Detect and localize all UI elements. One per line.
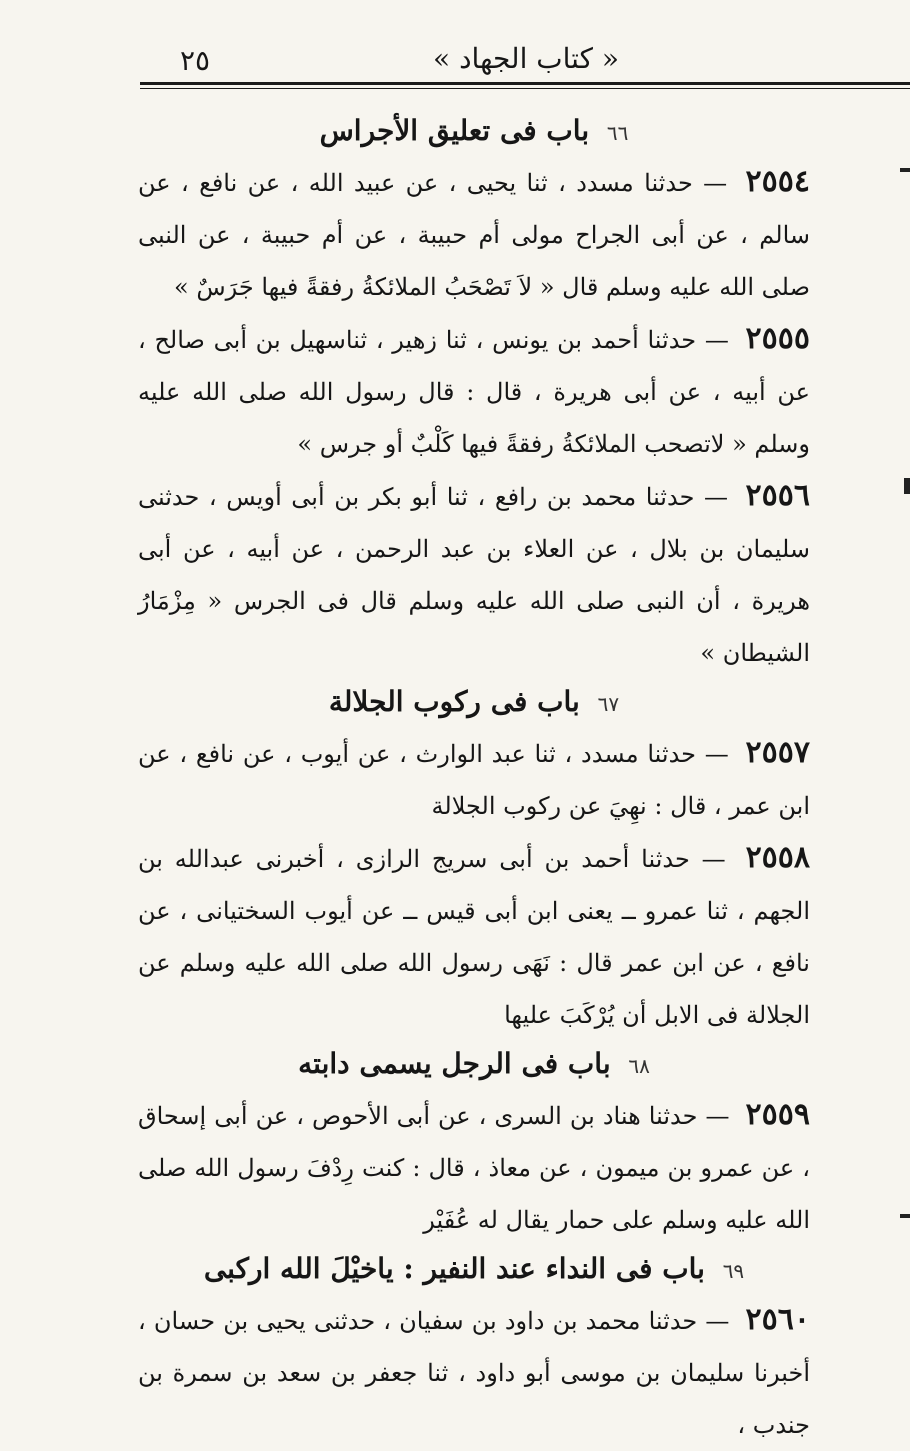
page-header bbox=[140, 36, 910, 82]
hadith-number: ٢٥٥٩ bbox=[745, 1097, 810, 1132]
hadith-number: ٢٥٥٥ bbox=[745, 321, 810, 356]
chapter-heading bbox=[138, 1041, 810, 1089]
chapter-title: باب فى تعليق الأجراس bbox=[319, 114, 590, 147]
hadith-number: ٢٥٥٦ bbox=[745, 478, 810, 513]
chapter-number: ٦٨ bbox=[628, 1054, 650, 1078]
hadith-text: — حدثنا أحمد بن أبى سريج الرازى ، أخبرنى عبدالله بن الجهم ، ثنا عمرو ــ يعنى ابن أبى قيس ــ عن أيوب السختيانى ، عن نافع ، عن ابن عمر قال : نَهَى رسول الله صلى الله عليه وسلم عن الجلالة فى الابل أن يُرْكَبَ عليها bbox=[138, 845, 810, 1029]
hadith-paragraph bbox=[138, 156, 810, 313]
chapter-title: باب فى الرجل يسمى دابته bbox=[298, 1047, 611, 1080]
page-body bbox=[138, 108, 810, 1451]
hadith-text: — حدثنا محمد بن رافع ، ثنا أبو بكر بن أبى أويس ، حدثنى سليمان بن بلال ، عن العلاء بن عبد الرحمن ، عن أبيه ، عن أبى هريرة ، أن النبى صلى الله عليه وسلم قال فى الجرس « مِزْمَارُ الشيطان » bbox=[138, 483, 810, 667]
scan-margin-mark bbox=[904, 478, 910, 494]
chapter-number: ٦٦ bbox=[606, 121, 629, 145]
hadith-text: — حدثنا مسدد ، ثنا يحيى ، عن عبيد الله ، عن نافع ، عن سالم ، عن أبى الجراح مولى أم حبيبة ، عن أم حبيبة ، عن النبى صلى الله عليه وسلم قال « لاَ تَصْحَبُ الملائكةُ رفقةً فيها جَرَسٌ » bbox=[138, 169, 810, 301]
chapter-heading bbox=[138, 108, 810, 156]
hadith-paragraph bbox=[138, 313, 810, 470]
hadith-number: ٢٥٥٧ bbox=[745, 735, 810, 770]
hadith-text: — حدثنا محمد بن داود بن سفيان ، حدثنى يحيى بن حسان ، أخبرنا سليمان بن موسى أبو داود ، ثنا جعفر بن سعد بن سمرة بن جندب ، bbox=[138, 1307, 811, 1439]
chapter-heading bbox=[138, 679, 810, 727]
chapter-number: ٦٩ bbox=[722, 1259, 745, 1283]
hadith-number: ٢٥٥٤ bbox=[745, 164, 810, 199]
chapter-number: ٦٧ bbox=[597, 692, 620, 716]
hadith-number: ٢٥٦٠ bbox=[745, 1302, 810, 1337]
hadith-paragraph bbox=[138, 727, 810, 832]
header-rule-thick bbox=[140, 82, 910, 85]
hadith-number: ٢٥٥٨ bbox=[745, 840, 811, 875]
hadith-text: — حدثنا هناد بن السرى ، عن أبى الأحوص ، عن أبى إسحاق ، عن عمرو بن ميمون ، عن معاذ ، قال : كنت رِدْفَ رسول الله صلى الله عليه وسلم على حمار يقال له عُفَيْر bbox=[138, 1102, 810, 1234]
chapter-title: باب فى ركوب الجلالة bbox=[328, 685, 580, 718]
chapter-heading bbox=[138, 1246, 810, 1294]
hadith-text: — حدثنا مسدد ، ثنا عبد الوارث ، عن أيوب ، عن نافع ، عن ابن عمر ، قال : نهِيَ عن ركوب الجلالة bbox=[138, 740, 810, 820]
scan-margin-mark bbox=[900, 1214, 910, 1218]
header-rule-thin bbox=[140, 88, 910, 89]
hadith-paragraph bbox=[138, 470, 810, 679]
scan-margin-mark bbox=[900, 168, 910, 172]
chapter-title: باب فى النداء عند النفير : ياخيْلَ الله اركبى bbox=[203, 1252, 705, 1285]
hadith-paragraph bbox=[138, 1294, 810, 1451]
hadith-text: — حدثنا أحمد بن يونس ، ثنا زهير ، ثناسهيل بن أبى صالح ، عن أبيه ، عن أبى هريرة ، قال : قال رسول الله صلى الله عليه وسلم « لاتصحب الملائكةُ رفقةً فيها كَلْبٌ أو جرس » bbox=[138, 326, 810, 458]
page-number: ٢٥ bbox=[180, 44, 211, 77]
hadith-paragraph bbox=[138, 1089, 810, 1246]
book-title: « كتاب الجهاد » bbox=[433, 42, 619, 75]
hadith-paragraph bbox=[138, 832, 810, 1041]
